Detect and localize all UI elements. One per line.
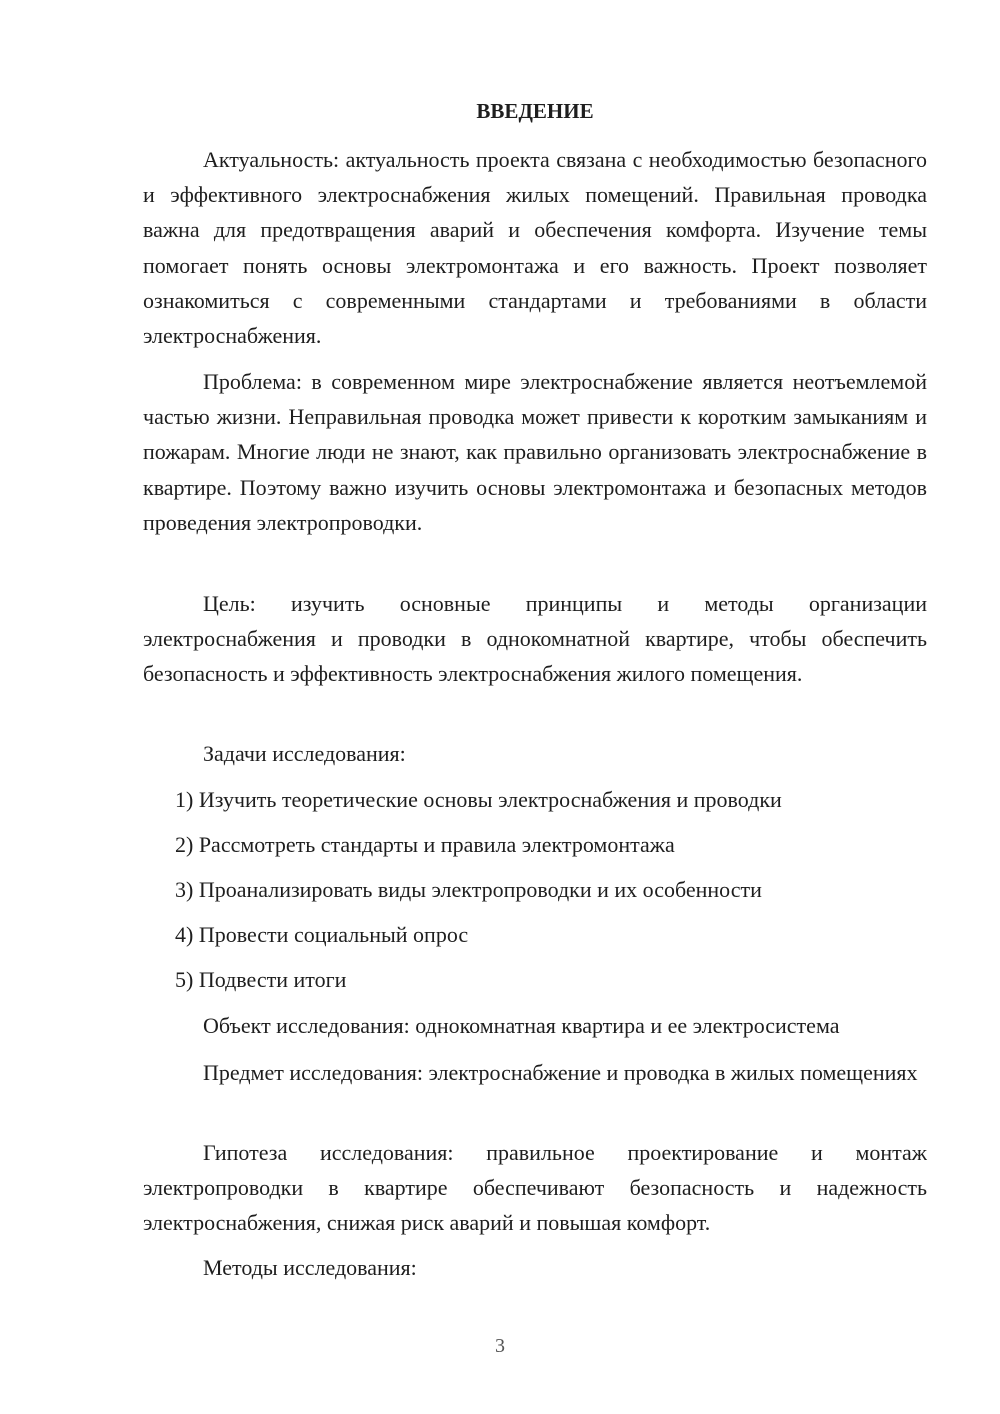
relevance-paragraph: Актуальность: актуальность проекта связана с необходимостью безопасного и эффективного электроснабжения жилых помещений. Правильная проводка важна для предотвращения аварий и обеспечения комфорта. Изучение темы помогает понять основы электромонтажа и его важность. Проект позволяет ознакомиться с современными стандартами и требованиями в области электроснабжения.	[143, 147, 927, 349]
research-subject: Предмет исследования: электроснабжение и проводка в жилых помещениях	[203, 1060, 918, 1085]
tasks-heading: Задачи исследования:	[203, 741, 406, 766]
research-methods: Методы исследования:	[203, 1255, 417, 1280]
task-item-5: 5) Подвести итоги	[175, 967, 347, 992]
goal-paragraph: Цель: изучить основные принципы и методы организации электроснабжения и проводки в однокомнатной квартире, чтобы обеспечить безопасность и эффективность электроснабжения жилого помещения.	[143, 591, 927, 687]
problem-paragraph: Проблема: в современном мире электроснабжение является неотъемлемой частью жизни. Неправильная проводка может привести к коротким замыканиям и пожарам. Многие люди не знают, как правильно организовать электроснабжение в квартире. Поэтому важно изучить основы электромонтажа и безопасных методов проведения электропроводки.	[143, 369, 927, 535]
research-object: Объект исследования: однокомнатная квартира и ее электросистема	[203, 1013, 840, 1038]
research-hypothesis: Гипотеза исследования: правильное проектирование и монтаж электропроводки в квартире обеспечивают безопасность и надежность электроснабжения, снижая риск аварий и повышая комфорт.	[143, 1140, 927, 1236]
task-item-1: 1) Изучить теоретические основы электроснабжения и проводки	[175, 787, 782, 812]
task-item-4: 4) Провести социальный опрос	[175, 922, 469, 947]
page-title: ВВЕДЕНИЕ	[476, 99, 594, 123]
task-item-3: 3) Проанализировать виды электропроводки и их особенности	[175, 877, 762, 902]
page-number: 3	[495, 1335, 505, 1357]
task-item-2: 2) Рассмотреть стандарты и правила электромонтажа	[175, 832, 675, 857]
